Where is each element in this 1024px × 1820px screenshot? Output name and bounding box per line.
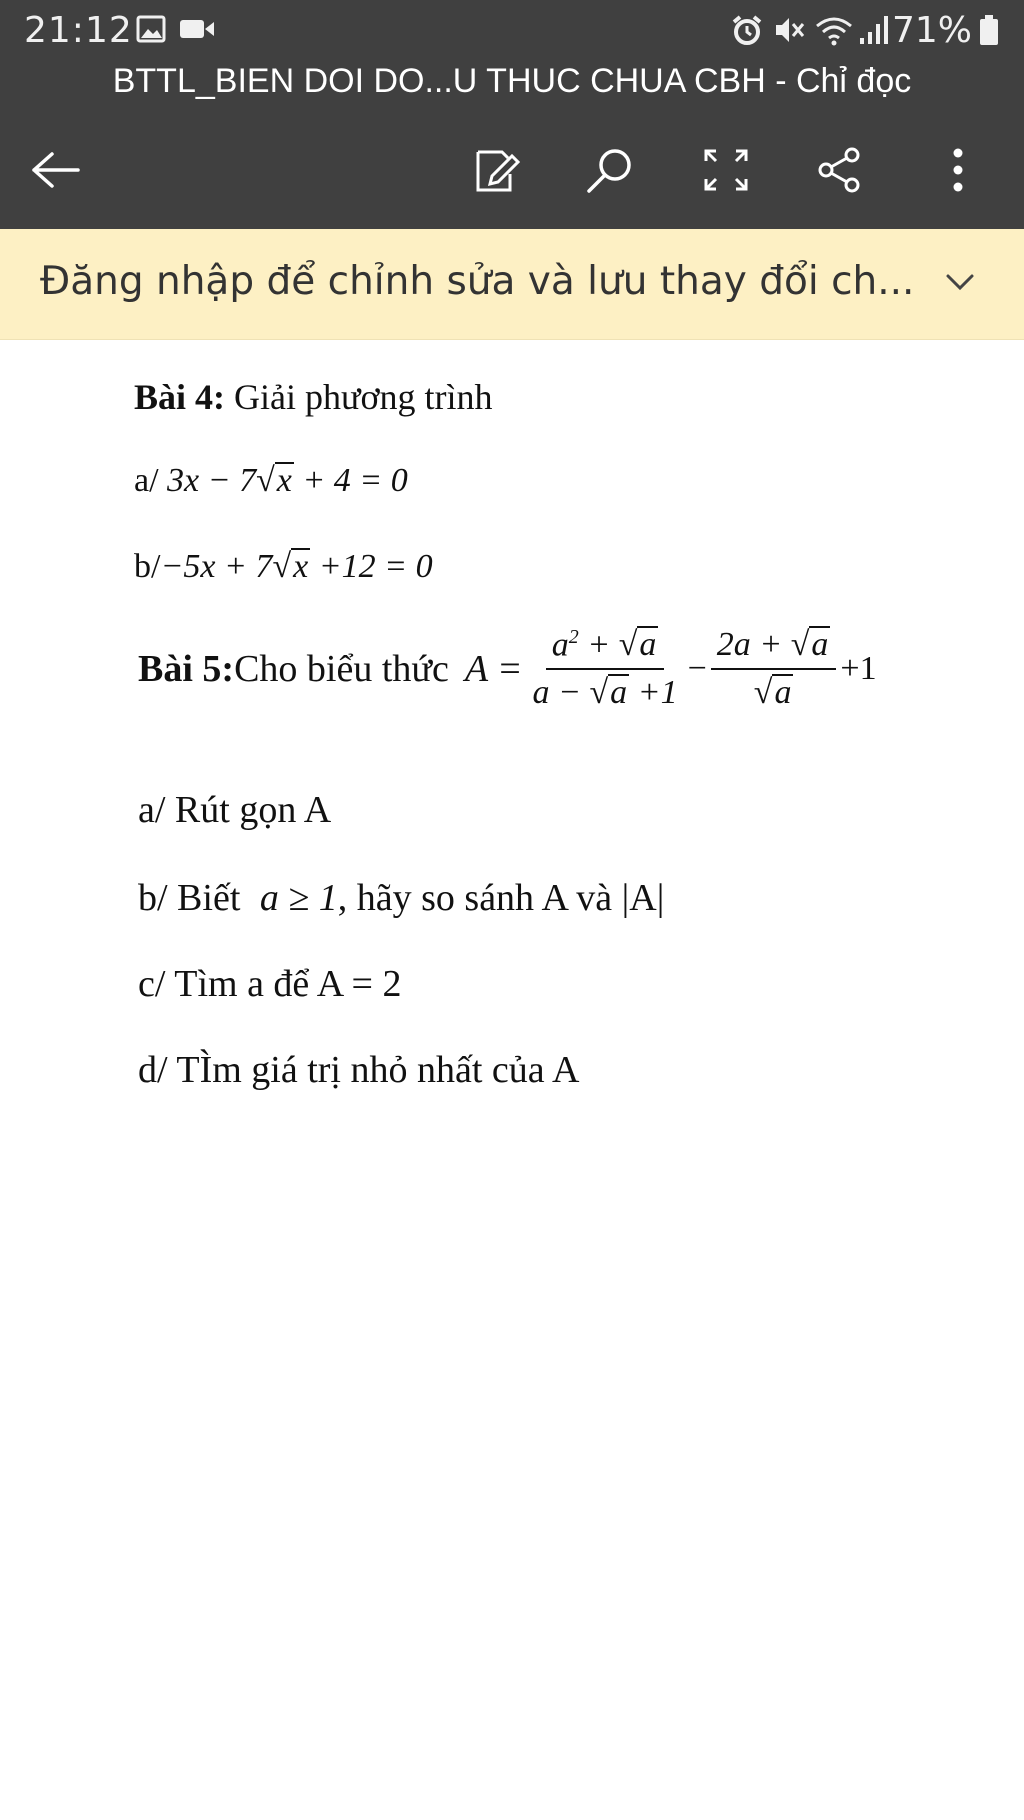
back-arrow-icon[interactable] (26, 140, 86, 200)
bai5-item-c: c/ Tìm a để A = 2 (138, 963, 402, 1005)
status-time: 21:12 (24, 10, 133, 51)
mute-icon (772, 14, 806, 51)
wifi-icon (814, 14, 854, 51)
chevron-down-icon[interactable] (940, 268, 980, 303)
fraction-1: $\frac{a^2 + √a}{a - √a +1}$ (532, 626, 678, 712)
bai5-item-d: d/ TÌm giá trị nhỏ nhất của A (138, 1049, 580, 1091)
signal-icon (858, 14, 892, 51)
app-header (0, 0, 1024, 229)
status-bar (0, 0, 1024, 62)
battery-percent: 71% (891, 10, 972, 51)
bai5-item-a: a/ Rút gọn A (138, 789, 332, 831)
document-title: BTTL_BIEN DOI DO...U THUC CHUA CBH - Chỉ đọc (112, 62, 912, 100)
alarm-icon (730, 14, 764, 51)
image-icon (136, 14, 166, 49)
bai4-part-a: a/ 3x − 7√x + 4 = 0 (134, 462, 408, 499)
banner-message: Đăng nhập để chỉnh sửa và lưu thay đổi ch... (40, 259, 915, 304)
edit-icon[interactable] (466, 140, 526, 200)
document-page (0, 340, 1024, 1820)
bai5-item-b: b/ Biết a ≥ 1, hãy so sánh A và |A| (138, 877, 665, 919)
sqrt-symbol: √x (272, 548, 309, 585)
fraction-2: $\frac{2a + √a}{√a}$ (711, 626, 837, 712)
bai4-heading: Bài 4: Giải phương trình (134, 377, 493, 417)
bai4-part-b: b/−5x + 7√x +12 = 0 (134, 548, 433, 585)
video-icon (178, 14, 216, 49)
fullscreen-icon[interactable] (696, 140, 756, 200)
search-icon[interactable] (580, 140, 640, 200)
bai5-heading: Bài 5: Cho biểu thức A = $\frac{a^2 + √a}{a - √a +1}$ − $\frac{2a + √a}{√a}$ +1 (138, 626, 877, 712)
sqrt-symbol: √x (256, 462, 292, 499)
sign-in-banner[interactable] (0, 229, 1024, 340)
more-options-icon[interactable] (928, 140, 988, 200)
share-icon[interactable] (810, 140, 870, 200)
battery-icon (978, 14, 1000, 51)
